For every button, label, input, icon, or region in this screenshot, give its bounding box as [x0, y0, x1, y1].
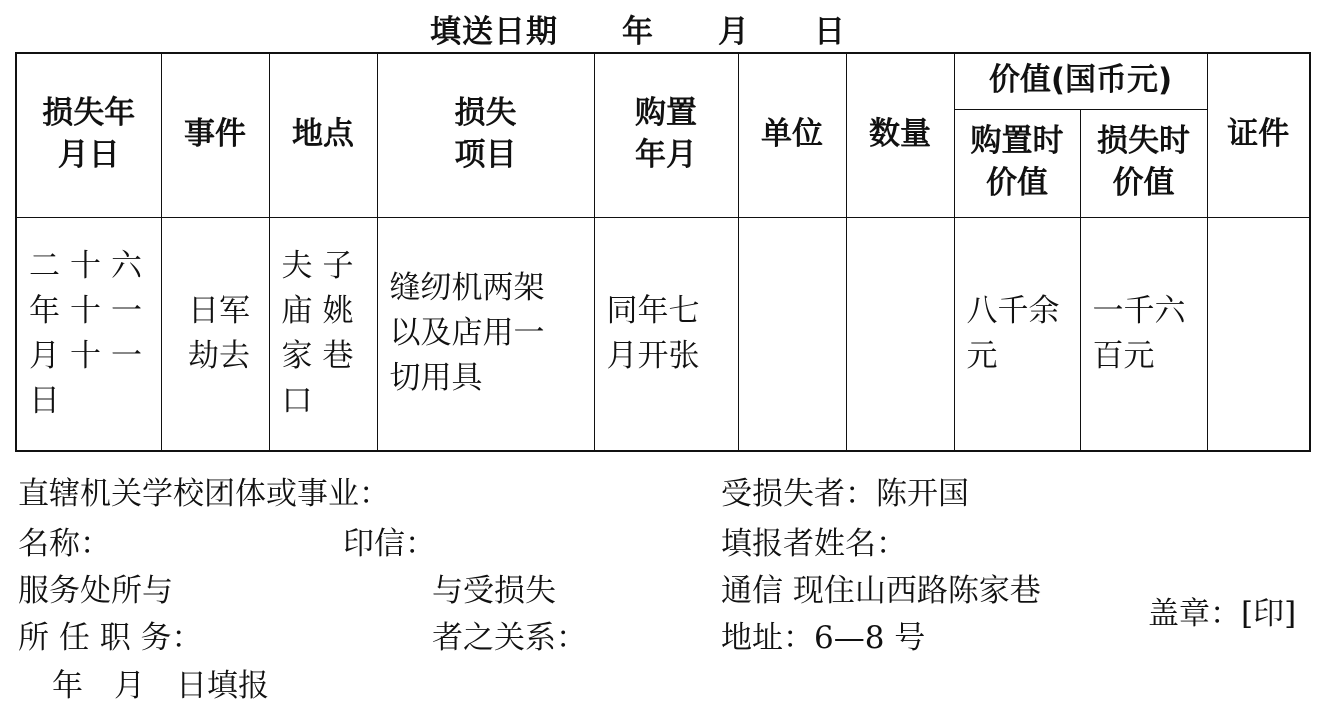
org-label: 直辖机关学校团体或事业： — [18, 476, 390, 512]
header-location: 地点 — [269, 53, 377, 217]
cell-unit — [738, 217, 846, 451]
org-name-label: 名称： — [18, 526, 111, 562]
header-certificate: 证件 — [1207, 53, 1310, 217]
cell-quantity — [846, 217, 954, 451]
service-label-line1: 服务处所与 — [18, 573, 173, 609]
loss-report-table — [15, 52, 1311, 452]
header-purchase-date: 购置 年月 — [594, 53, 738, 217]
header-unit: 单位 — [738, 53, 846, 217]
reporter-name-label: 填报者姓名： — [721, 526, 907, 562]
cell-loss-date: 二十六 年十一 月十一 日 — [16, 217, 161, 451]
header-value-at-purchase: 购置时 价值 — [954, 109, 1080, 217]
header-loss-item: 损失 项目 — [377, 53, 594, 217]
cell-certificate — [1207, 217, 1310, 451]
date-filed: 年 月 日填报 — [52, 668, 269, 704]
relation-label-line1: 与受损失 — [432, 573, 556, 609]
header-value-at-loss: 损失时 价值 — [1080, 109, 1207, 217]
form-title: 填送日期 年 月 日 — [430, 14, 846, 50]
service-label-line2: 所 任 职 务： — [18, 620, 203, 656]
table-row — [16, 217, 1310, 451]
victim-name: 受损失者：陈开国 — [721, 476, 969, 512]
cell-event: 日军 劫去 — [161, 217, 269, 451]
header-loss-date: 损失年 月日 — [16, 53, 161, 217]
cell-location: 夫子 庙姚 家巷 口 — [269, 217, 377, 451]
cell-value-at-loss: 一千六 百元 — [1080, 217, 1207, 451]
cell-loss-item: 缝纫机两架 以及店用一 切用具 — [377, 217, 594, 451]
cell-value-at-purchase: 八千余 元 — [954, 217, 1080, 451]
header-quantity: 数量 — [846, 53, 954, 217]
cell-purchase-date: 同年七 月开张 — [594, 217, 738, 451]
address-line2: 地址：6—8 号 — [721, 620, 926, 656]
header-event: 事件 — [161, 53, 269, 217]
stamp-label: 盖章：[印] — [1148, 596, 1297, 632]
relation-label-line2: 者之关系： — [432, 620, 587, 656]
seal-label: 印信： — [343, 526, 436, 562]
address-line1: 通信 现住山西路陈家巷 — [721, 573, 1041, 609]
header-value-group: 价值(国币元) — [954, 53, 1207, 109]
